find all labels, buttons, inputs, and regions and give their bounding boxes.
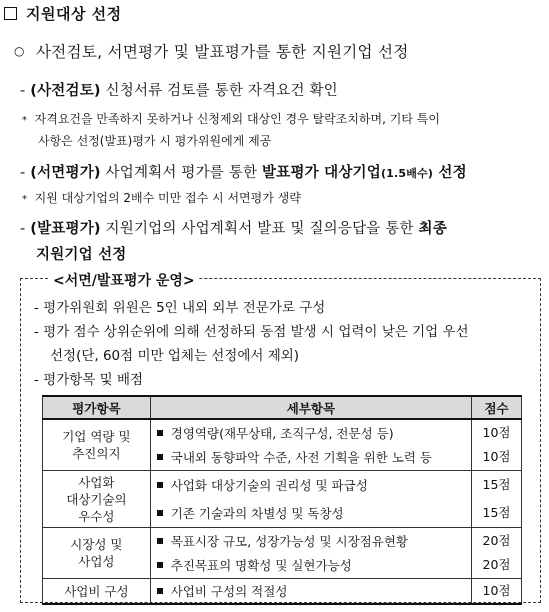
category-cell [43, 419, 151, 471]
header-score: 점수 [472, 396, 522, 419]
evaluation-table [42, 395, 522, 605]
header-category: 평가항목 [43, 396, 151, 419]
score-cell [472, 579, 522, 605]
note-line-2: 사항은 선정(발표)평가 시 평가위원에게 제공 [38, 134, 272, 148]
table-row [43, 471, 522, 528]
list-item [151, 471, 471, 499]
category-line: 사업비 구성 [64, 583, 129, 599]
score-cell [472, 528, 522, 579]
box-line-1 [34, 296, 325, 316]
note-line-1: 자격요건을 만족하지 못하거나 신청제외 대상인 경우 탈락조치하며, 기타 특이 [34, 112, 440, 126]
score-cell [472, 419, 522, 471]
step-document-note [22, 189, 301, 206]
category-line: 대상기술의 [66, 491, 127, 507]
step-document-bold: 발표평가 대상기업 [262, 165, 381, 181]
category-line: 사업화 [78, 474, 115, 490]
square-bullet-icon [157, 510, 163, 516]
item-text: 사업비 구성의 적절성 [170, 584, 288, 599]
category-line: 추진의지 [72, 446, 121, 461]
score-value: 10점 [482, 583, 511, 598]
step-document-review [20, 161, 467, 182]
list-item [151, 579, 471, 603]
box-line-2 [34, 320, 469, 340]
details-cell [150, 579, 471, 605]
step-presentation-bold1: 최종 [418, 221, 447, 237]
dash-bullet: - [34, 372, 44, 388]
step-presentation-text: 지원기업의 사업계획서 발표 및 질의응답을 통한 [100, 221, 419, 237]
dash-bullet: - [34, 324, 44, 340]
score-value: 10점 [482, 449, 511, 464]
asterisk-icon: * [22, 115, 27, 126]
box-line-3 [34, 368, 143, 388]
step-prescreen-note [22, 110, 440, 127]
square-bullet-icon [157, 538, 163, 544]
table-row [43, 579, 522, 605]
item-text: 국내외 동향파악 수준, 사전 기획을 위한 노력 등 [170, 450, 432, 465]
score-value: 15점 [482, 505, 511, 520]
step-document-label: (서면평가) [30, 165, 101, 181]
dash-bullet: - [20, 83, 31, 99]
item-text: 사업화 대상기술의 권리성 및 파급성 [170, 478, 368, 493]
score-value: 15점 [482, 477, 511, 492]
square-bullet-icon [157, 430, 163, 436]
dash-bullet: - [20, 165, 31, 181]
table-header-row [43, 396, 522, 419]
box-line-2b: 선정(단, 60점 미만 업체는 선정에서 제외) [50, 348, 300, 364]
category-line: 사업성 [78, 554, 115, 569]
score-value: 10점 [482, 425, 511, 440]
item-text: 기존 기술과의 차별성 및 독창성 [170, 506, 344, 521]
step-presentation-line2 [36, 243, 127, 264]
score-value: 20점 [482, 557, 511, 572]
list-item [151, 445, 471, 469]
section-title: 지원대상 선정 [26, 5, 122, 23]
list-item [151, 529, 471, 553]
details-cell [150, 419, 471, 471]
square-bullet-icon [157, 562, 163, 568]
category-line: 기업 역량 및 [62, 429, 131, 444]
step-document-text: 사업계획서 평가를 통한 [100, 165, 263, 181]
step-prescreen-text: 신청서류 검토를 통한 자격요건 확인 [100, 83, 338, 99]
list-item [151, 421, 471, 445]
table-row [43, 528, 522, 579]
header-details: 세부항목 [150, 396, 471, 419]
score-cell [472, 471, 522, 528]
step-document-multiplier: (1.5배수) [380, 167, 434, 180]
dash-bullet: - [34, 300, 44, 316]
step-prescreen-label: (사전검토) [30, 83, 101, 99]
step-presentation-label: (발표평가) [30, 221, 101, 237]
box-line-1-text: 평가위원회 위원은 5인 내외 외부 전문가로 구성 [43, 300, 326, 316]
details-cell [150, 471, 471, 528]
step-presentation-bold2: 지원기업 선정 [36, 247, 127, 263]
category-cell [43, 528, 151, 579]
square-bullet-icon [157, 454, 163, 460]
category-cell [43, 579, 151, 605]
section-checkbox-icon [4, 7, 17, 20]
evaluation-box-label: <서면/발표평가 운영> [49, 270, 199, 290]
step-presentation [20, 217, 447, 238]
step-document-end: 선정 [433, 165, 467, 181]
details-cell [150, 528, 471, 579]
category-cell [43, 471, 151, 528]
category-line: 우수성 [78, 508, 115, 524]
objective-text: 사전검토, 서면평가 및 발표평가를 통한 지원기업 선정 [36, 43, 409, 61]
circle-bullet-icon: ○ [14, 44, 25, 58]
item-text: 경영역량(재무상태, 조직구성, 전문성 등) [170, 426, 394, 441]
square-bullet-icon [157, 588, 163, 594]
step-prescreen [20, 79, 338, 100]
list-item [151, 553, 471, 577]
item-text: 목표시장 규모, 성장가능성 및 시장점유현황 [170, 534, 408, 549]
document-note-text: 지원 대상기업의 2배수 미만 접수 시 서면평가 생략 [34, 191, 301, 205]
box-line-2-text: 평가 점수 상위순위에 의해 선정하되 동점 발생 시 업력이 낮은 기업 우선 [43, 324, 469, 340]
table-row [43, 419, 522, 471]
square-bullet-icon [157, 482, 163, 488]
score-value: 20점 [482, 533, 511, 548]
dash-bullet: - [20, 221, 31, 237]
item-text: 추진목표의 명확성 및 실현가능성 [170, 558, 352, 573]
asterisk-icon: * [22, 194, 27, 205]
category-line: 시장성 및 [70, 537, 123, 552]
list-item [151, 499, 471, 527]
box-line-3-text: 평가항목 및 배점 [43, 372, 144, 388]
